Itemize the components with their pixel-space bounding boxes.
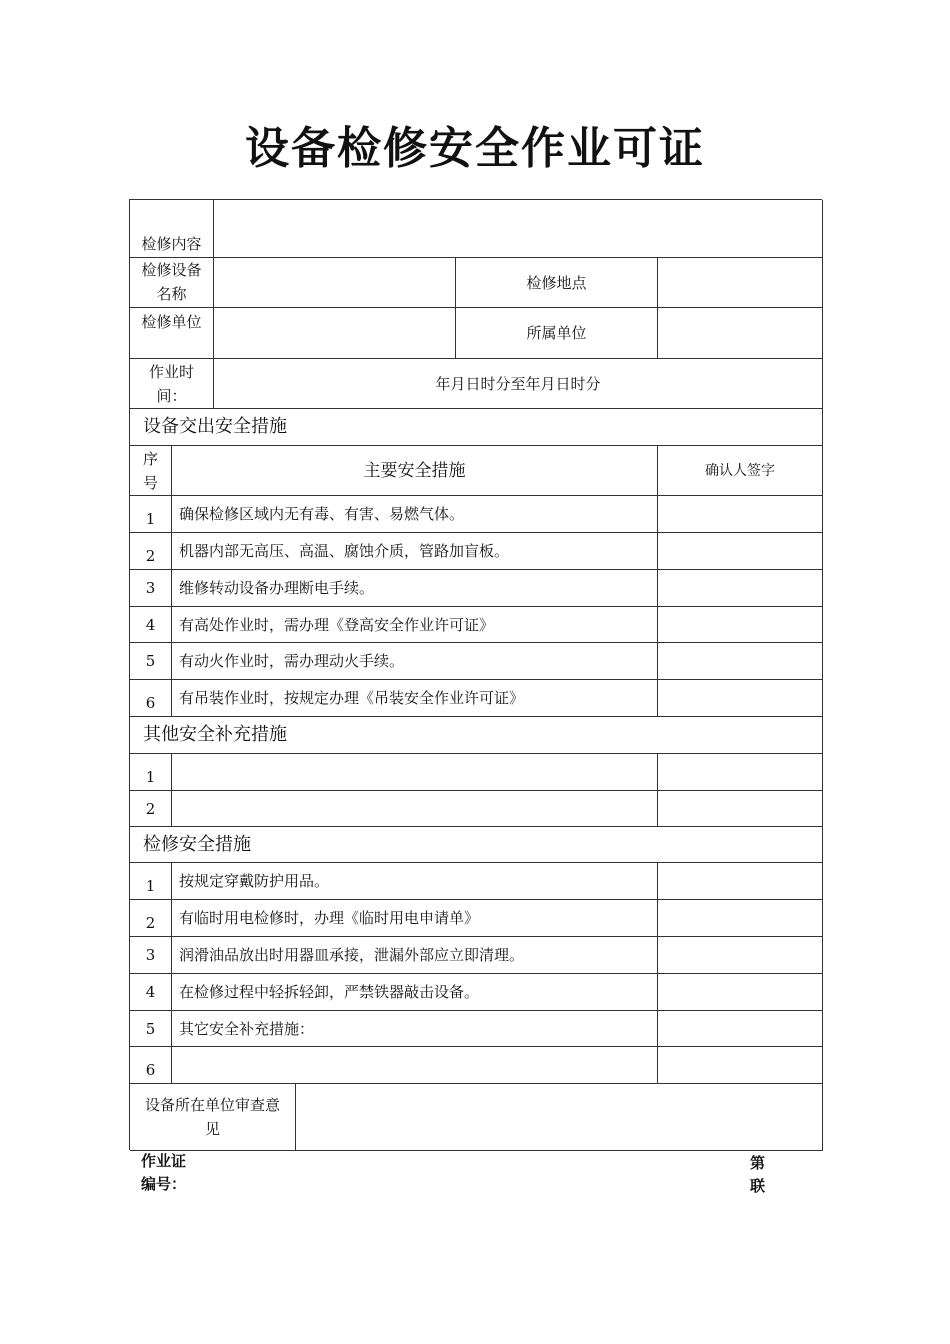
unit-label: 检修单位 xyxy=(130,308,214,359)
handover-row-1-number: 1 xyxy=(130,496,172,533)
copy-number-label-line2: 联 xyxy=(750,1177,766,1195)
page-title: 设备检修安全作业可证 xyxy=(245,123,705,174)
handover-row-6-number: 6 xyxy=(130,680,172,717)
unit-field[interactable] xyxy=(214,308,456,359)
handover-row-3-number: 3 xyxy=(130,570,172,607)
permit-number-label xyxy=(141,1150,186,1196)
equipment-name-label-line2: 名称 xyxy=(156,285,187,303)
maintenance-row-6-signature[interactable] xyxy=(658,1047,823,1084)
col-header-number-line1: 序 xyxy=(142,449,158,468)
work-time-label-line2: 间： xyxy=(156,386,187,405)
permit-number-label-line2: 编号： xyxy=(141,1175,187,1193)
review-opinion-field[interactable] xyxy=(296,1084,823,1151)
permit-number-label-line1: 作业证 xyxy=(141,1152,187,1170)
col-header-number xyxy=(130,446,172,496)
supplementary-row-1-signature[interactable] xyxy=(658,754,823,791)
maintenance-row-1-text: 按规定穿戴防护用品。 xyxy=(172,863,658,900)
work-time-label xyxy=(130,359,214,409)
handover-row-5-text: 有动火作业时，需办理动火手续。 xyxy=(172,643,658,680)
handover-row-1-text: 确保检修区域内无有毒、有害、易燃气体。 xyxy=(172,496,658,533)
maintenance-row-6-number: 6 xyxy=(130,1047,172,1084)
handover-row-6-text: 有吊装作业时，按规定办理《吊装安全作业许可证》 xyxy=(172,680,658,717)
handover-row-4-signature[interactable] xyxy=(658,607,823,643)
handover-row-2-signature[interactable] xyxy=(658,533,823,570)
review-opinion-label-line2: 见 xyxy=(204,1120,220,1138)
supplementary-row-2-number: 2 xyxy=(130,791,172,827)
maintenance-row-4-number: 4 xyxy=(130,974,172,1011)
equipment-name-label-line1: 检修设备 xyxy=(141,261,202,279)
permit-form-table xyxy=(129,199,822,1150)
maintenance-row-3-signature[interactable] xyxy=(658,937,823,974)
owner-unit-label: 所属单位 xyxy=(456,308,658,359)
copy-number-label xyxy=(750,1152,765,1198)
equipment-name-field[interactable] xyxy=(214,258,456,308)
handover-row-3-text: 维修转动设备办理断电手续。 xyxy=(172,570,658,607)
supplementary-row-1-text[interactable] xyxy=(172,754,658,791)
handover-row-1-signature[interactable] xyxy=(658,496,823,533)
maintenance-row-1-number: 1 xyxy=(130,863,172,900)
maintenance-row-2-text: 有临时用电检修时，办理《临时用电申请单》 xyxy=(172,900,658,937)
content-field[interactable] xyxy=(214,200,823,258)
maintenance-row-3-number: 3 xyxy=(130,937,172,974)
handover-row-4-text: 有高处作业时，需办理《登高安全作业许可证》 xyxy=(172,607,658,643)
maintenance-row-4-signature[interactable] xyxy=(658,974,823,1011)
supplementary-row-2-signature[interactable] xyxy=(658,791,823,827)
maintenance-row-2-number: 2 xyxy=(130,900,172,937)
maintenance-row-1-signature[interactable] xyxy=(658,863,823,900)
section-handover-title: 设备交出安全措施 xyxy=(130,409,823,446)
handover-row-2-text: 机器内部无高压、高温、腐蚀介质，管路加盲板。 xyxy=(172,533,658,570)
copy-number-label-line1: 第 xyxy=(750,1154,766,1172)
col-header-signature: 确认人签字 xyxy=(658,446,823,496)
maintenance-row-2-signature[interactable] xyxy=(658,900,823,937)
location-label: 检修地点 xyxy=(456,258,658,308)
maintenance-row-5-text: 其它安全补充措施： xyxy=(172,1011,658,1047)
maintenance-row-3-text: 润滑油品放出时用器皿承接，泄漏外部应立即清理。 xyxy=(172,937,658,974)
review-opinion-label xyxy=(130,1084,296,1151)
handover-row-5-number: 5 xyxy=(130,643,172,680)
maintenance-row-4-text: 在检修过程中轻拆轻卸，严禁铁器敲击设备。 xyxy=(172,974,658,1011)
col-header-number-line2: 号 xyxy=(142,473,158,492)
equipment-name-label xyxy=(130,258,214,308)
work-time-field[interactable]: 年月日时分至年月日时分 xyxy=(214,359,823,409)
content-label: 检修内容 xyxy=(130,200,214,258)
work-time-label-line1: 作业时 xyxy=(148,362,194,381)
maintenance-row-6-text[interactable] xyxy=(172,1047,658,1084)
location-field[interactable] xyxy=(658,258,823,308)
section-maintenance-title: 检修安全措施 xyxy=(130,827,823,863)
handover-row-2-number: 2 xyxy=(130,533,172,570)
owner-unit-field[interactable] xyxy=(658,308,823,359)
handover-row-4-number: 4 xyxy=(130,607,172,643)
review-opinion-label-line1: 设备所在单位审查意 xyxy=(144,1096,280,1114)
maintenance-row-5-signature[interactable] xyxy=(658,1011,823,1047)
handover-row-6-signature[interactable] xyxy=(658,680,823,717)
maintenance-row-5-number: 5 xyxy=(130,1011,172,1047)
handover-row-5-signature[interactable] xyxy=(658,643,823,680)
supplementary-row-1-number: 1 xyxy=(130,754,172,791)
col-header-measure: 主要安全措施 xyxy=(172,446,658,496)
supplementary-row-2-text[interactable] xyxy=(172,791,658,827)
section-supplementary-title: 其他安全补充措施 xyxy=(130,717,823,754)
handover-row-3-signature[interactable] xyxy=(658,570,823,607)
